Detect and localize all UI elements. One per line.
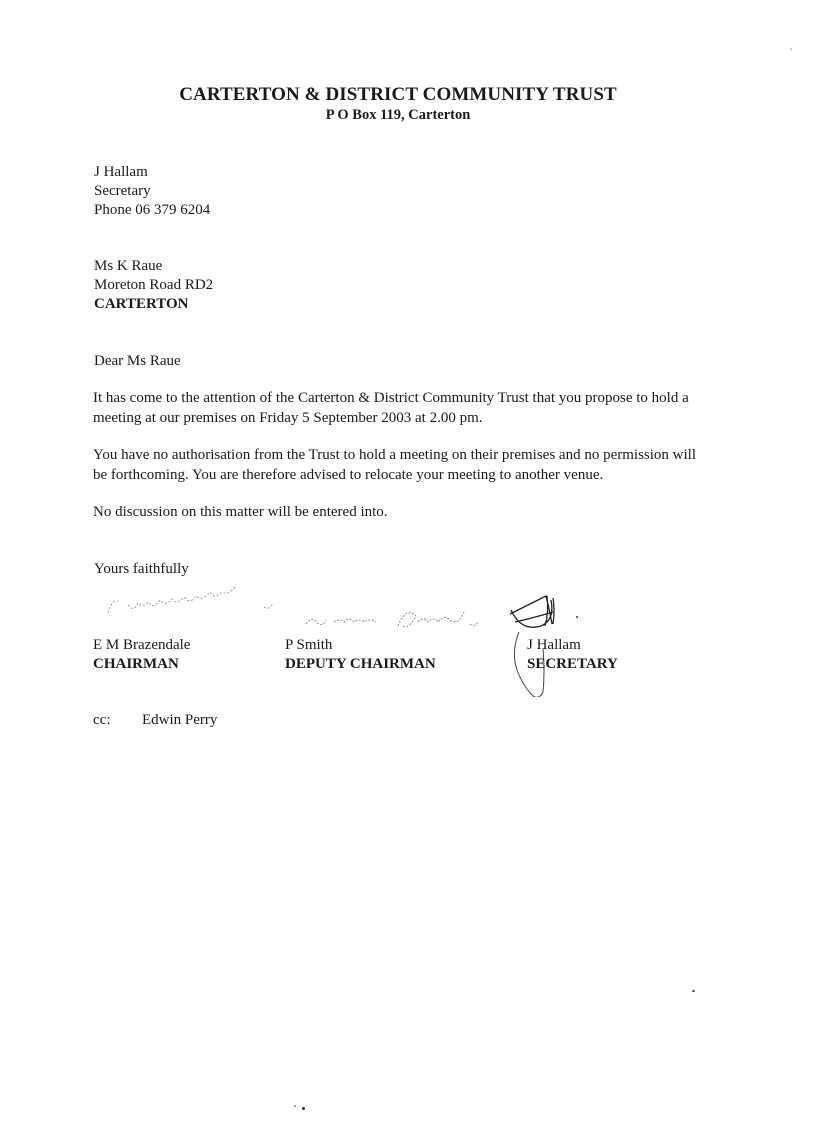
signatory-role: DEPUTY CHAIRMAN — [285, 656, 436, 672]
scan-speck — [302, 1107, 305, 1110]
scan-speck — [294, 1105, 296, 1107]
sender-name: J Hallam — [94, 164, 148, 180]
scan-speck — [692, 990, 695, 992]
recipient-name: Ms K Raue — [94, 258, 163, 274]
letterhead-organisation: CARTERTON & DISTRICT COMMUNITY TRUST — [179, 84, 617, 105]
cc-label: cc: — [93, 712, 111, 728]
scan-speck — [790, 48, 792, 50]
body-paragraph-3: No discussion on this matter will be entered into. — [93, 504, 388, 520]
signatory-role: SECRETARY — [527, 656, 618, 672]
signature-smith-icon — [298, 600, 488, 640]
signatory-name: E M Brazendale — [93, 637, 191, 653]
closing: Yours faithfully — [94, 561, 189, 577]
signature-brazendale-icon — [88, 585, 288, 625]
cc-recipient: Edwin Perry — [142, 712, 218, 728]
sender-phone: Phone 06 379 6204 — [94, 202, 211, 218]
letterhead-address: P O Box 119, Carterton — [325, 107, 471, 123]
body-paragraph-2: You have no authorisation from the Trust to hold a meeting on their premises and no permission will be forthcoming. You are therefore advised to relocate your meeting to another venue. — [93, 447, 697, 483]
body-paragraph-1: It has come to the attention of the Carterton & District Community Trust that you propose to hold a meeting at our premises on Friday 5 September 2003 at 2.00 pm. — [93, 390, 689, 426]
salutation: Dear Ms Raue — [94, 353, 181, 369]
sender-title: Secretary — [94, 183, 151, 199]
signatory-name: P Smith — [285, 637, 333, 653]
recipient-town: CARTERTON — [94, 296, 189, 312]
signatory-name: J Hallam — [527, 637, 581, 653]
signatory-role: CHAIRMAN — [93, 656, 179, 672]
recipient-street: Moreton Road RD2 — [94, 277, 214, 293]
